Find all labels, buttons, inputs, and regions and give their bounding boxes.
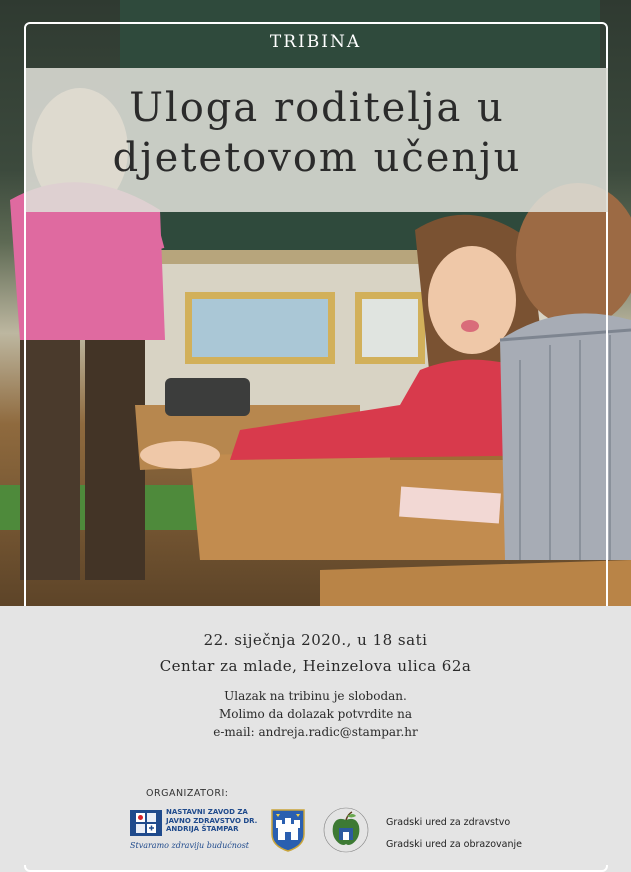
office-education: Gradski ured za obrazovanje <box>386 839 522 850</box>
apple-school-logo-icon <box>322 806 370 854</box>
ozs-name: NASTAVNI ZAVOD ZA JAVNO ZDRAVSTVO DR. ANDRIJA ŠTAMPAR <box>166 808 258 833</box>
hospital-cross-icon <box>130 810 162 836</box>
title-line-1: Uloga roditelja u <box>129 85 505 131</box>
entry-note: Ulazak na tribinu je slobodan. <box>224 689 407 703</box>
ozs-logo <box>130 808 258 853</box>
event-date: 22. siječnja 2020., u 18 sati <box>203 631 428 649</box>
event-venue: Centar za mlade, Heinzelova ulica 62a <box>159 657 472 675</box>
rsvp-note: Molimo da dolazak potvrdite na <box>218 707 413 721</box>
ozs-slogan: Stvaramo zdraviju budućnost <box>130 841 250 850</box>
organizers-label: ORGANIZATORI: <box>146 788 229 799</box>
office-health: Gradski ured za zdravstvo <box>386 817 511 828</box>
event-type-label: TRIBINA <box>269 32 362 52</box>
title-line-2: djetetovom učenju <box>112 135 522 181</box>
contact-email: e-mail: andreja.radic@stampar.hr <box>213 725 418 739</box>
zagreb-coat-of-arms-icon <box>270 808 306 852</box>
page-title <box>26 83 608 183</box>
